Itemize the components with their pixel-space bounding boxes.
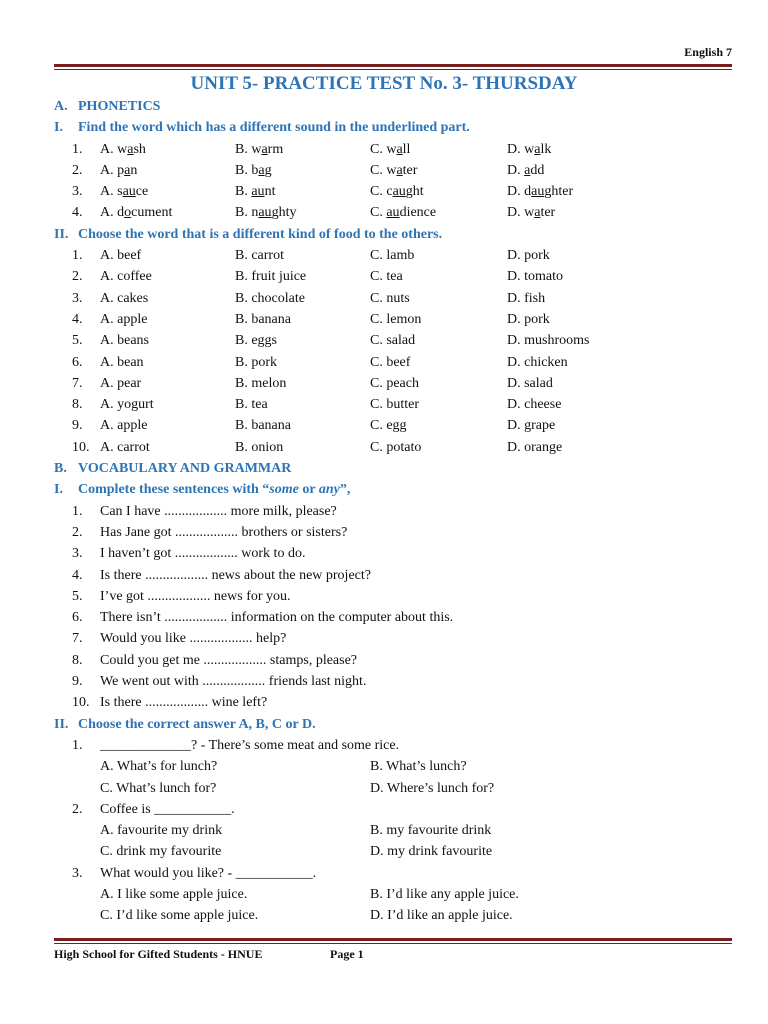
answer-option: A. apple xyxy=(100,418,148,434)
question-row xyxy=(54,394,734,415)
option-b: B. my favourite drink xyxy=(370,823,492,839)
answer-option: B. fruit juice xyxy=(235,269,307,285)
sentence-row xyxy=(54,650,734,671)
underlined-part: a xyxy=(396,162,403,178)
sentence-row xyxy=(54,607,734,628)
answer-option: B. eggs xyxy=(235,333,277,349)
question-number: 5. xyxy=(72,588,83,604)
question-number: 4. xyxy=(72,567,83,583)
sentence-text: I haven’t got .................. work to do. xyxy=(100,546,306,562)
header-rule-thin xyxy=(54,69,732,70)
option-c: C. What’s lunch for? xyxy=(100,780,217,796)
worksheet-content xyxy=(54,96,734,927)
question-number: 4. xyxy=(72,205,83,221)
answer-option: D. salad xyxy=(507,375,553,391)
header-rule xyxy=(54,64,732,67)
answer-option: A. apple xyxy=(100,311,148,327)
question-row xyxy=(54,373,734,394)
section-b-part2-instruction: II. Choose the correct answer A, B, C or D. xyxy=(54,716,316,732)
answer-option: B. melon xyxy=(235,375,287,391)
question-number: 1. xyxy=(72,141,83,157)
option-c: C. I’d like some apple juice. xyxy=(100,908,259,924)
underlined-part: a xyxy=(396,141,403,157)
answer-option: C. nuts xyxy=(370,290,410,306)
sentence-text: Is there .................. wine left? xyxy=(100,695,268,711)
answer-option: A. coffee xyxy=(100,269,152,285)
question-row xyxy=(54,415,734,436)
some-any-list xyxy=(54,501,734,714)
question-row xyxy=(54,139,734,160)
answer-option: C. salad xyxy=(370,333,416,349)
sentence-row xyxy=(54,565,734,586)
option-d: D. I’d like an apple juice. xyxy=(370,908,513,924)
answer-option: C. audience xyxy=(370,205,437,221)
option-c: C. drink my favourite xyxy=(100,844,222,860)
question-number: 7. xyxy=(72,375,83,391)
answer-option: D. daughter xyxy=(507,184,574,200)
answer-option: A. cakes xyxy=(100,290,149,306)
question-number: 8. xyxy=(72,397,83,413)
mc-options-row xyxy=(54,820,734,841)
option-a: A. What’s for lunch? xyxy=(100,759,218,775)
answer-option: D. grape xyxy=(507,418,556,434)
answer-option: D. cheese xyxy=(507,397,562,413)
option-b: B. What’s lunch? xyxy=(370,759,467,775)
question-number: 7. xyxy=(72,631,83,647)
answer-option: D. pork xyxy=(507,248,550,264)
underlined-part: au xyxy=(258,205,272,221)
question-number: 2. xyxy=(72,162,83,178)
underlined-part: o xyxy=(124,205,132,221)
mc-options-row xyxy=(54,884,734,905)
question-row xyxy=(54,288,734,309)
answer-option: C. caught xyxy=(370,184,424,200)
underlined-part: a xyxy=(534,141,541,157)
sentence-text: There isn’t .................. information on the computer about this. xyxy=(100,610,454,626)
underlined-part: a xyxy=(524,162,531,178)
mc-question-2: 2. Coffee is ___________. xyxy=(72,801,235,817)
question-number: 8. xyxy=(72,652,83,668)
answer-option: C. lamb xyxy=(370,248,415,264)
answer-option: A. bean xyxy=(100,354,144,370)
answer-option: A. wash xyxy=(100,141,146,157)
answer-option: A. carrot xyxy=(100,439,150,455)
answer-option: C. tea xyxy=(370,269,403,285)
question-row xyxy=(54,202,734,223)
underlined-part: a xyxy=(534,205,541,221)
underlined-part: a xyxy=(124,162,131,178)
section-b-part1-instruction: I. Complete these sentences with “some or any”, xyxy=(54,482,351,498)
underlined-part: au xyxy=(531,184,545,200)
sentence-row xyxy=(54,522,734,543)
school-name: High School for Gifted Students - HNUE xyxy=(54,947,263,961)
sentence-text: Can I have .................. more milk, please? xyxy=(100,503,337,519)
answer-option: B. banana xyxy=(235,311,291,327)
underlined-part: au xyxy=(122,184,136,200)
answer-option: A. sauce xyxy=(100,184,149,200)
sentence-text: We went out with .................. friends last night. xyxy=(100,674,367,690)
option-b: B. I’d like any apple juice. xyxy=(370,886,519,902)
question-number: 10. xyxy=(72,695,90,711)
question-number: 2. xyxy=(72,269,83,285)
section-a-part2-instruction: II. Choose the word that is a different kind of food to the others. xyxy=(54,226,443,242)
footer-rule-thin xyxy=(54,943,732,944)
question-row xyxy=(54,309,734,330)
mc-question-1: 1. _____________? - There’s some meat and some rice. xyxy=(72,737,400,753)
question-row xyxy=(54,330,734,351)
question-row xyxy=(54,181,734,202)
question-row xyxy=(54,160,734,181)
question-number: 9. xyxy=(72,674,83,690)
mc-options-row xyxy=(54,778,734,799)
sentence-row xyxy=(54,671,734,692)
sentence-text: Would you like .................. help? xyxy=(100,631,287,647)
section-b-heading: B. VOCABULARY AND GRAMMAR xyxy=(54,461,292,477)
mc-options-row xyxy=(54,841,734,862)
answer-option: D. mushrooms xyxy=(507,333,590,349)
underlined-part: a xyxy=(261,141,268,157)
question-number: 3. xyxy=(72,290,83,306)
phonetics-list xyxy=(54,139,734,224)
page-title: UNIT 5- PRACTICE TEST No. 3- THURSDAY xyxy=(190,73,578,94)
mc-options-row xyxy=(54,756,734,777)
question-number: 1. xyxy=(72,248,83,264)
sentence-text: Is there .................. news about the new project? xyxy=(100,567,371,583)
mc-options-row xyxy=(54,905,734,926)
sentence-row xyxy=(54,543,734,564)
answer-option: C. water xyxy=(370,162,418,178)
question-number: 5. xyxy=(72,333,83,349)
answer-option: A. pear xyxy=(100,375,142,391)
subject-label: English 7 xyxy=(684,45,732,59)
answer-option: C. peach xyxy=(370,375,419,391)
sentence-text: Could you get me .................. stamps, please? xyxy=(100,652,358,668)
sentence-row xyxy=(54,586,734,607)
option-d: D. my drink favourite xyxy=(370,844,493,860)
answer-option: A. beans xyxy=(100,333,149,349)
question-number: 3. xyxy=(72,184,83,200)
answer-option: A. document xyxy=(100,205,173,221)
answer-option: B. tea xyxy=(235,397,268,413)
answer-option: B. chocolate xyxy=(235,290,305,306)
question-row xyxy=(54,266,734,287)
answer-option: B. naughty xyxy=(235,205,297,221)
answer-option: B. onion xyxy=(235,439,284,455)
answer-option: B. aunt xyxy=(235,184,276,200)
sentence-text: Has Jane got .................. brothers or sisters? xyxy=(100,524,348,540)
answer-option: C. beef xyxy=(370,354,411,370)
answer-option: D. tomato xyxy=(507,269,563,285)
underlined-part: au xyxy=(392,184,406,200)
section-a-heading: A. PHONETICS xyxy=(54,99,161,114)
answer-option: A. beef xyxy=(100,248,142,264)
answer-option: D. add xyxy=(507,162,545,178)
mc-question-3: 3. What would you like? - ___________. xyxy=(72,865,317,881)
underlined-part: a xyxy=(127,141,134,157)
question-number: 9. xyxy=(72,418,83,434)
sentence-row xyxy=(54,692,734,713)
answer-option: A. yogurt xyxy=(100,397,154,413)
answer-option: D. orange xyxy=(507,439,563,455)
underlined-part: a xyxy=(258,162,265,178)
underlined-part: au xyxy=(386,205,400,221)
answer-option: C. butter xyxy=(370,397,419,413)
option-d: D. Where’s lunch for? xyxy=(370,780,495,796)
sentence-row xyxy=(54,628,734,649)
answer-option: D. chicken xyxy=(507,354,568,370)
question-row xyxy=(54,352,734,373)
answer-option: D. walk xyxy=(507,141,552,157)
answer-option: C. egg xyxy=(370,418,407,434)
question-number: 3. xyxy=(72,546,83,562)
question-number: 2. xyxy=(72,524,83,540)
answer-option: C. potato xyxy=(370,439,422,455)
answer-option: B. warm xyxy=(235,141,284,157)
answer-option: B. carrot xyxy=(235,248,284,264)
underlined-part: au xyxy=(251,184,265,200)
question-row xyxy=(54,245,734,266)
food-list xyxy=(54,245,734,458)
page-number: Page 1 xyxy=(330,947,364,961)
footer-rule xyxy=(54,938,732,941)
answer-option: C. wall xyxy=(370,141,411,157)
sentence-row xyxy=(54,501,734,522)
sentence-text: I’ve got .................. news for you. xyxy=(100,588,291,604)
question-number: 1. xyxy=(72,503,83,519)
answer-option: D. water xyxy=(507,205,556,221)
answer-option: D. pork xyxy=(507,311,550,327)
section-a-part1-instruction: I. Find the word which has a different sound in the underlined part. xyxy=(54,120,470,136)
option-a: A. favourite my drink xyxy=(100,823,223,839)
answer-option: A. pan xyxy=(100,162,138,178)
answer-option: B. banana xyxy=(235,418,291,434)
question-number: 6. xyxy=(72,354,83,370)
question-number: 6. xyxy=(72,610,83,626)
answer-option: B. bag xyxy=(235,162,272,178)
answer-option: B. pork xyxy=(235,354,277,370)
answer-option: C. lemon xyxy=(370,311,422,327)
question-row xyxy=(54,437,734,458)
question-number: 10. xyxy=(72,439,90,455)
option-a: A. I like some apple juice. xyxy=(100,886,248,902)
answer-option: D. fish xyxy=(507,290,546,306)
question-number: 4. xyxy=(72,311,83,327)
